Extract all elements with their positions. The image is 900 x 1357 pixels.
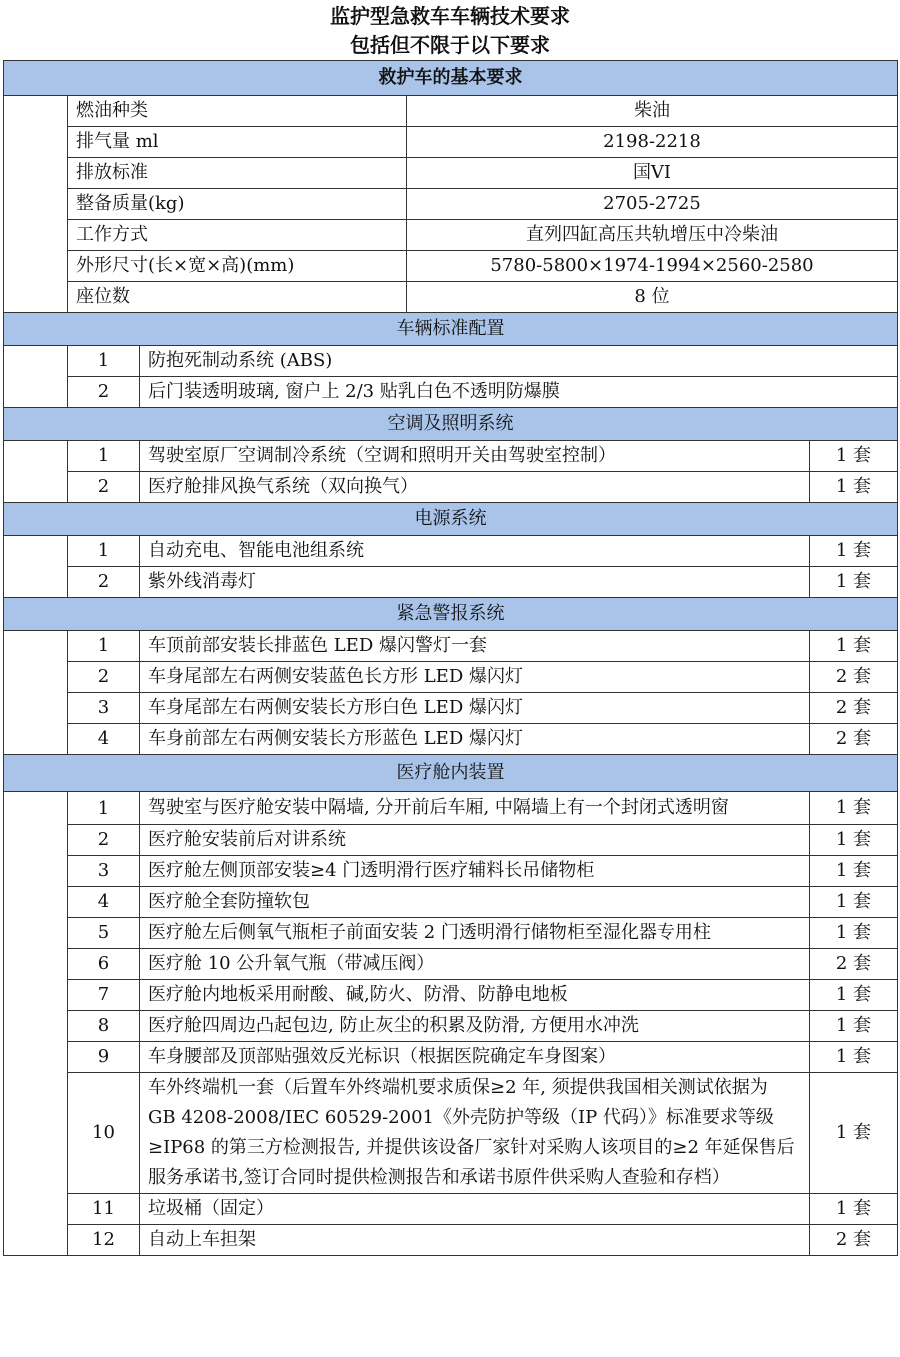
section-title: 空调及照明系统 bbox=[4, 408, 898, 441]
item-description: 防抱死制动系统 (ABS) bbox=[140, 346, 898, 377]
item-number: 1 bbox=[68, 631, 140, 662]
item-number: 10 bbox=[68, 1073, 140, 1194]
spec-value: 8 位 bbox=[407, 282, 898, 313]
item-description: 车身尾部左右两侧安装长方形白色 LED 爆闪灯 bbox=[140, 693, 810, 724]
basic-row bbox=[4, 96, 898, 127]
item-number: 9 bbox=[68, 1042, 140, 1073]
item-row bbox=[4, 949, 898, 980]
item-number: 6 bbox=[68, 949, 140, 980]
item-row bbox=[4, 792, 898, 825]
item-number: 3 bbox=[68, 856, 140, 887]
item-number: 4 bbox=[68, 724, 140, 755]
item-quantity: 1 套 bbox=[810, 918, 898, 949]
item-row bbox=[4, 1194, 898, 1225]
item-number: 7 bbox=[68, 980, 140, 1011]
basic-row bbox=[4, 127, 898, 158]
item-row bbox=[4, 346, 898, 377]
item-description: 紫外线消毒灯 bbox=[140, 567, 810, 598]
spec-value: 柴油 bbox=[407, 96, 898, 127]
section-title: 医疗舱内装置 bbox=[4, 755, 898, 792]
item-row bbox=[4, 631, 898, 662]
item-number: 1 bbox=[68, 441, 140, 472]
item-row bbox=[4, 441, 898, 472]
item-number: 1 bbox=[68, 346, 140, 377]
item-description: 自动充电、智能电池组系统 bbox=[140, 536, 810, 567]
item-description: 车顶前部安装长排蓝色 LED 爆闪警灯一套 bbox=[140, 631, 810, 662]
item-row bbox=[4, 1042, 898, 1073]
item-number: 8 bbox=[68, 1011, 140, 1042]
item-description: 医疗舱 10 公升氧气瓶（带减压阀） bbox=[140, 949, 810, 980]
item-quantity: 1 套 bbox=[810, 567, 898, 598]
item-description: 医疗舱安装前后对讲系统 bbox=[140, 825, 810, 856]
item-number: 2 bbox=[68, 472, 140, 503]
item-description: 车外终端机一套（后置车外终端机要求质保≥2 年, 须提供我国相关测试依据为 GB 4208-2008/IEC 60529-2001《外壳防护等级（IP 代码）》标准要求等级≥IP68 的第三方检测报告, 并提供该设备厂家针对采购人该项目的≥2 年延保售后服务承诺书,签订合同时提供检测报告和承诺书原件供采购人查验和存档） bbox=[140, 1073, 810, 1194]
item-row bbox=[4, 887, 898, 918]
basic-row bbox=[4, 220, 898, 251]
spec-value: 国VI bbox=[407, 158, 898, 189]
section-header-basic bbox=[4, 61, 898, 96]
item-row bbox=[4, 980, 898, 1011]
item-quantity: 1 套 bbox=[810, 631, 898, 662]
item-number: 4 bbox=[68, 887, 140, 918]
basic-row bbox=[4, 158, 898, 189]
item-number: 2 bbox=[68, 662, 140, 693]
spec-label: 燃油种类 bbox=[68, 96, 407, 127]
item-row bbox=[4, 377, 898, 408]
item-quantity: 2 套 bbox=[810, 1225, 898, 1256]
item-quantity: 1 套 bbox=[810, 825, 898, 856]
item-quantity: 1 套 bbox=[810, 472, 898, 503]
section-title: 车辆标准配置 bbox=[4, 313, 898, 346]
section-title: 紧急警报系统 bbox=[4, 598, 898, 631]
item-row bbox=[4, 1011, 898, 1042]
section-header-power bbox=[4, 503, 898, 536]
item-description: 车身腰部及顶部贴强效反光标识（根据医院确定车身图案） bbox=[140, 1042, 810, 1073]
item-description: 医疗舱排风换气系统（双向换气） bbox=[140, 472, 810, 503]
item-row bbox=[4, 1073, 898, 1194]
item-number: 1 bbox=[68, 792, 140, 825]
document-title: 监护型急救车车辆技术要求 bbox=[330, 4, 570, 28]
item-quantity: 2 套 bbox=[810, 662, 898, 693]
item-number: 11 bbox=[68, 1194, 140, 1225]
item-row bbox=[4, 856, 898, 887]
item-description: 后门装透明玻璃, 窗户上 2/3 贴乳白色不透明防爆膜 bbox=[140, 377, 898, 408]
blank-cell bbox=[4, 96, 68, 313]
item-quantity: 1 套 bbox=[810, 1194, 898, 1225]
item-quantity: 1 套 bbox=[810, 856, 898, 887]
item-row bbox=[4, 472, 898, 503]
blank-cell bbox=[4, 346, 68, 408]
item-description: 驾驶室原厂空调制冷系统（空调和照明开关由驾驶室控制） bbox=[140, 441, 810, 472]
blank-cell bbox=[4, 441, 68, 503]
item-description: 驾驶室与医疗舱安装中隔墙, 分开前后车厢, 中隔墙上有一个封闭式透明窗 bbox=[140, 792, 810, 825]
section-header-medical bbox=[4, 755, 898, 792]
blank-cell bbox=[4, 536, 68, 598]
item-quantity: 2 套 bbox=[810, 693, 898, 724]
item-description: 医疗舱全套防撞软包 bbox=[140, 887, 810, 918]
item-number: 2 bbox=[68, 825, 140, 856]
item-quantity: 1 套 bbox=[810, 1042, 898, 1073]
item-description: 医疗舱左后侧氧气瓶柜子前面安装 2 门透明滑行储物柜至湿化器专用柱 bbox=[140, 918, 810, 949]
item-description: 车身尾部左右两侧安装蓝色长方形 LED 爆闪灯 bbox=[140, 662, 810, 693]
item-quantity: 1 套 bbox=[810, 1011, 898, 1042]
item-description: 医疗舱内地板采用耐酸、碱,防火、防滑、防静电地板 bbox=[140, 980, 810, 1011]
basic-row bbox=[4, 189, 898, 220]
item-description: 医疗舱左侧顶部安装≥4 门透明滑行医疗辅料长吊储物柜 bbox=[140, 856, 810, 887]
item-quantity: 1 套 bbox=[810, 536, 898, 567]
document-subtitle: 包括但不限于以下要求 bbox=[350, 33, 550, 57]
spec-label: 排气量 ml bbox=[68, 127, 407, 158]
spec-label: 座位数 bbox=[68, 282, 407, 313]
item-quantity: 2 套 bbox=[810, 724, 898, 755]
spec-label: 工作方式 bbox=[68, 220, 407, 251]
spec-value: 直列四缸高压共轨增压中冷柴油 bbox=[407, 220, 898, 251]
item-quantity: 2 套 bbox=[810, 949, 898, 980]
section-title: 救护车的基本要求 bbox=[4, 61, 898, 96]
blank-cell bbox=[4, 631, 68, 755]
item-row bbox=[4, 536, 898, 567]
item-row bbox=[4, 724, 898, 755]
spec-value: 5780-5800×1974-1994×2560-2580 bbox=[407, 251, 898, 282]
spec-label: 外形尺寸(长×宽×高)(mm) bbox=[68, 251, 407, 282]
item-description: 车身前部左右两侧安装长方形蓝色 LED 爆闪灯 bbox=[140, 724, 810, 755]
item-description: 自动上车担架 bbox=[140, 1225, 810, 1256]
section-header-alarm bbox=[4, 598, 898, 631]
item-quantity: 1 套 bbox=[810, 1073, 898, 1194]
spec-label: 排放标准 bbox=[68, 158, 407, 189]
item-quantity: 1 套 bbox=[810, 441, 898, 472]
item-number: 5 bbox=[68, 918, 140, 949]
item-row bbox=[4, 825, 898, 856]
spec-table bbox=[3, 60, 898, 1256]
basic-row bbox=[4, 251, 898, 282]
item-row bbox=[4, 918, 898, 949]
section-header-ac bbox=[4, 408, 898, 441]
item-quantity: 1 套 bbox=[810, 887, 898, 918]
spec-label: 整备质量(kg) bbox=[68, 189, 407, 220]
item-quantity: 1 套 bbox=[810, 792, 898, 825]
item-quantity: 1 套 bbox=[810, 980, 898, 1011]
item-number: 2 bbox=[68, 567, 140, 598]
item-description: 医疗舱四周边凸起包边, 防止灰尘的积累及防滑, 方便用水冲洗 bbox=[140, 1011, 810, 1042]
item-row bbox=[4, 567, 898, 598]
item-row bbox=[4, 1225, 898, 1256]
section-title: 电源系统 bbox=[4, 503, 898, 536]
item-row bbox=[4, 662, 898, 693]
spec-value: 2705-2725 bbox=[407, 189, 898, 220]
item-number: 1 bbox=[68, 536, 140, 567]
basic-row bbox=[4, 282, 898, 313]
item-number: 12 bbox=[68, 1225, 140, 1256]
item-description: 垃圾桶（固定） bbox=[140, 1194, 810, 1225]
spec-value: 2198-2218 bbox=[407, 127, 898, 158]
section-header-standard bbox=[4, 313, 898, 346]
item-row bbox=[4, 693, 898, 724]
item-number: 3 bbox=[68, 693, 140, 724]
blank-cell bbox=[4, 792, 68, 1256]
item-number: 2 bbox=[68, 377, 140, 408]
